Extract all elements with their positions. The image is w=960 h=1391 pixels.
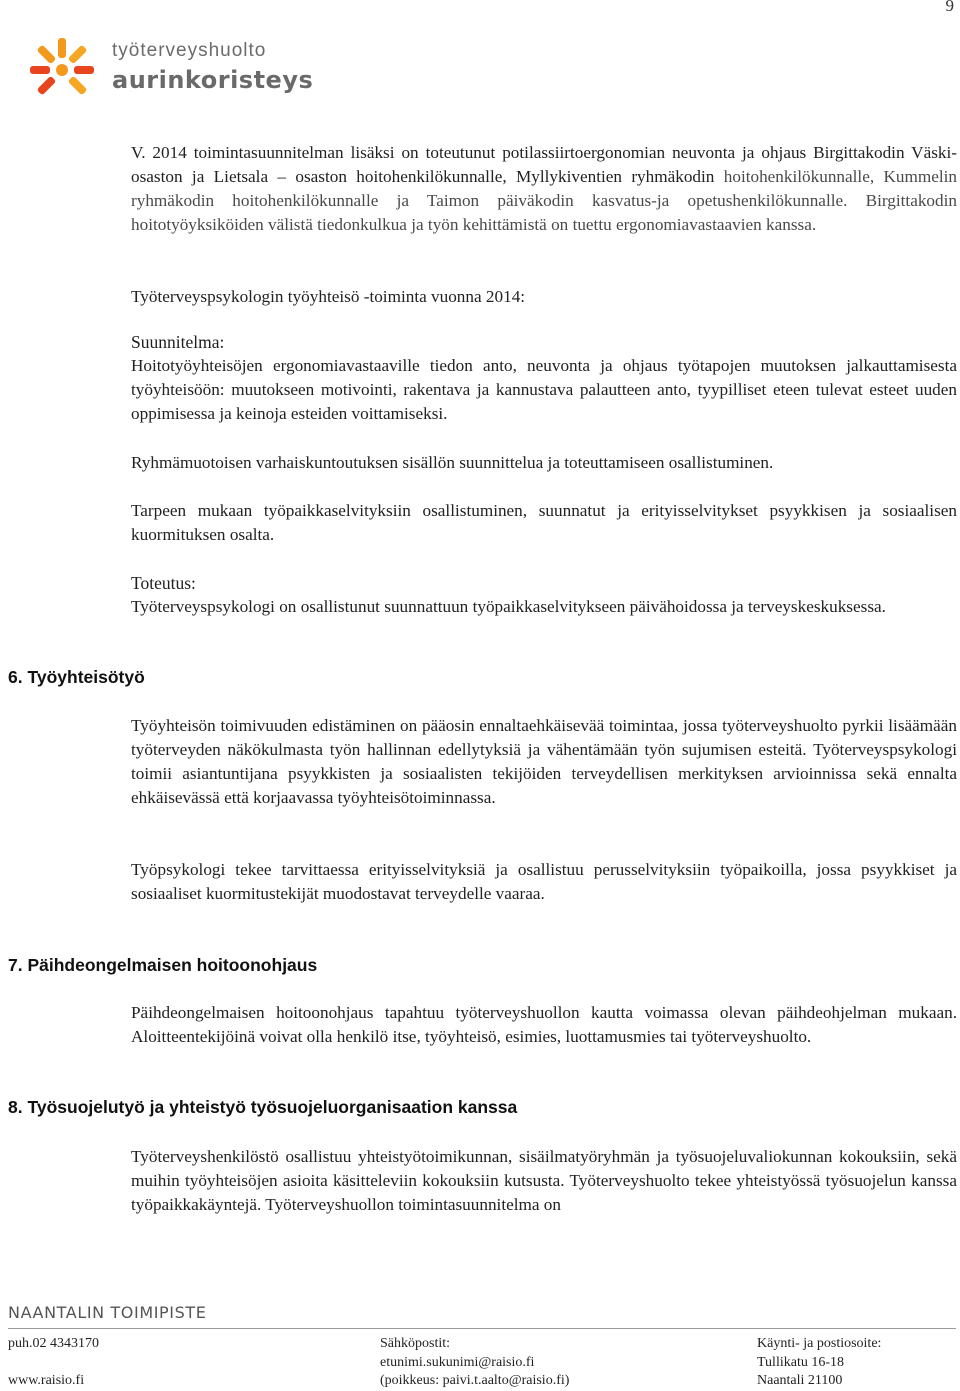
plan-label: Suunnitelma: — [131, 332, 225, 352]
psych-section-title: Työterveyspsykologin työyhteisö -toiminta vuonna 2014: — [131, 287, 526, 306]
implementation-label: Toteutus: — [131, 573, 196, 593]
footer-address-label: Käynti- ja postiosoite: — [757, 1336, 882, 1351]
logo-tagline: työterveyshuolto — [112, 40, 267, 61]
section-6-heading: 6. Työyhteisötyö — [8, 667, 145, 687]
company-logo — [22, 22, 322, 112]
logo-wordmark: aurinkoristeys — [112, 66, 314, 94]
intro-text-b: hoitohenkilökunnalle, Kummelin ryhmäkodin hoitohenkilökunnalle ja Taimon päiväkodin kasvatus-ja opetushenkilökunnalle. Birgittakodin hoitotyöyksiköiden välistä tiedonkulkua ja työn kehittämistä on tuettu ergonomiavastaavien kanssa. — [131, 167, 957, 234]
footer-email-1[interactable]: etunimi.sukunimi@raisio.fi — [380, 1354, 535, 1370]
section-7-paragraph: Päihdeongelmaisen hoitoonohjaus tapahtuu työterveyshuollon kautta voimassa olevan päihdeohjelman mukaan. Aloitteentekijöinä voivat olla henkilö itse, työyhteisö, esimies, luottamusmies tai työterveyshuolto. — [131, 1003, 957, 1046]
section-6-paragraph-2: Työpsykologi tekee tarvittaessa erityisselvityksiä ja osallistuu perusselvityksiin työpaikoilla, jossa psyykkiset ja sosiaaliset kuormitustekijät muodostavat terveydelle vaaraa. — [131, 860, 957, 903]
early-rehab-paragraph: Ryhmämuotoisen varhaiskuntoutuksen sisällön suunnittelua ja toteuttamiseen osallistuminen. — [131, 453, 774, 472]
footer-divider — [8, 1328, 956, 1329]
section-7-heading: 7. Päihdeongelmaisen hoitoonohjaus — [8, 955, 318, 975]
implementation-block — [131, 571, 957, 619]
section-8-heading: 8. Työsuojelutyö ja yhteistyö työsuojeluorganisaation kanssa — [8, 1097, 518, 1117]
footer-website-link[interactable]: www.raisio.fi — [8, 1373, 85, 1388]
footer-phone: puh.02 4343170 — [8, 1336, 99, 1351]
workplace-survey-paragraph: Tarpeen mukaan työpaikkaselvityksiin osallistuminen, suunnatut ja erityisselvitykset psyykkisen ja sosiaalisen kuormituksen osalta. — [131, 501, 957, 544]
plan-block — [131, 330, 957, 426]
page-number: 9 — [945, 0, 954, 15]
footer-street: Tullikatu 16-18 — [757, 1354, 844, 1370]
implementation-text: Työterveyspsykologi on osallistunut suunnattuun työpaikkaselvitykseen päivähoidossa ja terveyskeskuksessa. — [131, 597, 886, 616]
section-8-paragraph: Työterveyshenkilöstö osallistuu yhteistyötoimikunnan, sisäilmatyöryhmän ja työsuojeluvaliokunnan kokouksiin, sekä muihin työyhteisöjen asioita käsitteleviin kokouksiin kutsusta. Työterveyshuolto tekee yhteistyössä työsuojelun kanssa työpaikkakäyntejä. Työterveyshuollon toimintasuunnitelma on — [131, 1147, 957, 1214]
footer-email-2[interactable]: (poikkeus: paivi.t.aalto@raisio.fi) — [380, 1373, 570, 1388]
footer-email-column — [380, 1335, 569, 1391]
intro-paragraph — [131, 141, 957, 237]
plan-text: Hoitotyöyhteisöjen ergonomiavastaaville tiedon anto, neuvonta ja ohjaus työtapojen muutoksen jalkauttamisesta työyhteisöön: muutokseen motivointi, rakentava ja kannustava palautteen anto, tyypilliset eteen tulevat esteet uuden oppimisessa ja keinoja esteiden voittamiseksi. — [131, 356, 957, 423]
footer-address-column — [757, 1335, 881, 1391]
footer-office-title: NAANTALIN TOIMIPISTE — [8, 1303, 207, 1322]
sun-logo-icon — [22, 32, 102, 102]
footer-city: Naantali 21100 — [757, 1373, 843, 1388]
intro-text-a: V. 2014 toimintasuunnitelman lisäksi on toteutunut potilassiirtoergonomian neuvonta ja ohjaus Birgittakodin Väski- osaston ja Lietsala – osaston hoitohenkilökunnalle, Myllykiventien ryhmäkodin — [131, 143, 957, 186]
footer-contact-column — [8, 1335, 99, 1391]
section-6-paragraph-1: Työyhteisön toimivuuden edistäminen on pääosin ennaltaehkäisevää toimintaa, jossa työterveyshuolto pyrkii lisäämään työterveyden näkökulmasta työn hallinnan edellytyksiä ja vähentämään työn sujumisen esteitä. Työterveyspsykologi toimii asiantuntijana psyykkisten ja sosiaalisten tekijöiden terveydellisen merkityksen arvioinnissa sekä ennalta ehkäisevässä että korjaavassa työyhteisötoiminnassa. — [131, 716, 957, 807]
footer-email-label: Sähköpostit: — [380, 1336, 451, 1351]
